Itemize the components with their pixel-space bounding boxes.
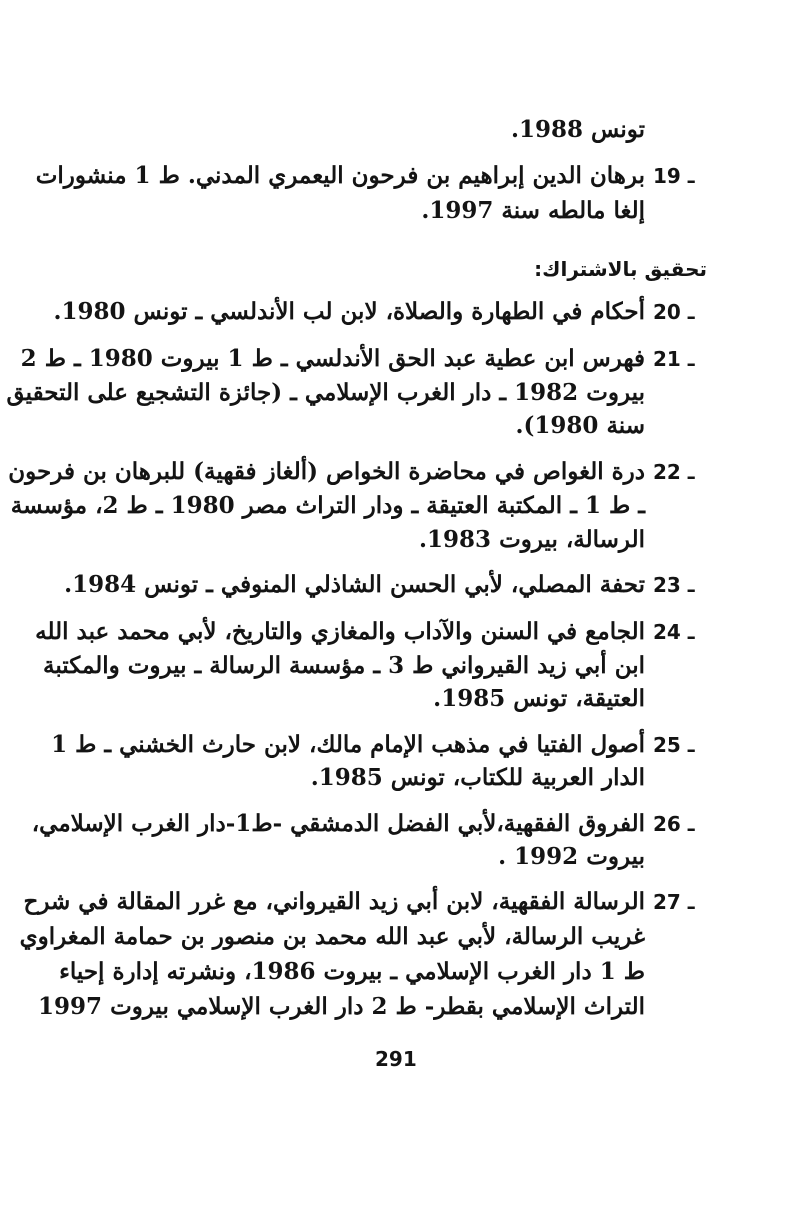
entry-number-19: 19 ـ <box>653 164 695 188</box>
entry-number-23: 23 ـ <box>653 573 695 597</box>
entry-26-line-1: الفروق الفقهية،لأبي الفضل الدمشقي -ط1-دار الغرب الإسلامي، <box>31 810 645 837</box>
entry-24-line-2: ابن أبي زيد القيرواني ط 3 ـ مؤسسة الرسالة ـ بيروت والمكتبة <box>43 652 645 679</box>
entry-27-line-1: الرسالة الفقهية، لابن أبي زيد القيرواني، مع غرر المقالة في شرح <box>23 888 645 915</box>
entry-20-line-1: أحكام في الطهارة والصلاة، لابن لب الأندلسي ـ تونس 1980. <box>53 298 645 325</box>
entry-27-line-4: التراث الإسلامي بقطر- ط 2 دار الغرب الإسلامي بيروت 1997 <box>38 993 645 1020</box>
entry-number-24: 24 ـ <box>653 620 695 644</box>
entry-24-line-1: الجامع في السنن والآداب والمغازي والتاريخ، لأبي محمد عبد الله <box>35 618 645 645</box>
entry-27-line-3: ط 1 دار الغرب الإسلامي ـ بيروت 1986، ونشرته إدارة إحياء <box>59 958 645 985</box>
section-heading: تحقيق بالاشتراك: <box>534 257 707 281</box>
entry-19-line-2: إلغا مالطه سنة 1997. <box>421 197 645 224</box>
page-number: 291 <box>375 1047 417 1071</box>
entry-23-line-1: تحفة المصلي، لأبي الحسن الشاذلي المنوفي ـ تونس 1984. <box>64 571 645 598</box>
entry-24-line-3: العتيقة، تونس 1985. <box>433 685 645 712</box>
entry-number-25: 25 ـ <box>653 733 695 757</box>
entry-number-21: 21 ـ <box>653 347 695 371</box>
continuation-line: تونس 1988. <box>510 116 645 143</box>
entry-number-20: 20 ـ <box>653 300 695 324</box>
entry-number-27: 27 ـ <box>653 890 695 914</box>
entry-number-22: 22 ـ <box>653 460 695 484</box>
entry-27-line-2: غريب الرسالة، لأبي عبد الله محمد بن منصور بن حمامة المغراوي <box>19 923 645 950</box>
entry-21-line-3: سنة 1980). <box>515 412 645 439</box>
entry-22-line-1: درة الغواص في محاضرة الخواص (ألغاز فقهية) للبرهان بن فرحون <box>8 458 645 485</box>
entry-21-line-1: فهرس ابن عطية عبد الحق الأندلسي ـ ط 1 بيروت 1980 ـ ط 2 <box>20 345 645 372</box>
entry-25-line-2: الدار العربية للكتاب، تونس 1985. <box>310 764 645 791</box>
entry-19-line-1: برهان الدين إبراهيم بن فرحون اليعمري المدني. ط 1 منشورات <box>35 162 645 189</box>
entry-22-line-2: ـ ط 1 ـ المكتبة العتيقة ـ ودار التراث مصر 1980 ـ ط 2، مؤسسة <box>10 492 645 519</box>
entry-26-line-2: بيروت 1992 . <box>498 843 645 870</box>
entry-22-line-3: الرسالة، بيروت 1983. <box>419 526 645 553</box>
entry-25-line-1: أصول الفتيا في مذهب الإمام مالك، لابن حارث الخشني ـ ط 1 <box>51 731 645 758</box>
entry-number-26: 26 ـ <box>653 812 695 836</box>
entry-21-line-2: بيروت 1982 ـ دار الغرب الإسلامي ـ (جائزة التشجيع على التحقيق <box>6 379 645 406</box>
